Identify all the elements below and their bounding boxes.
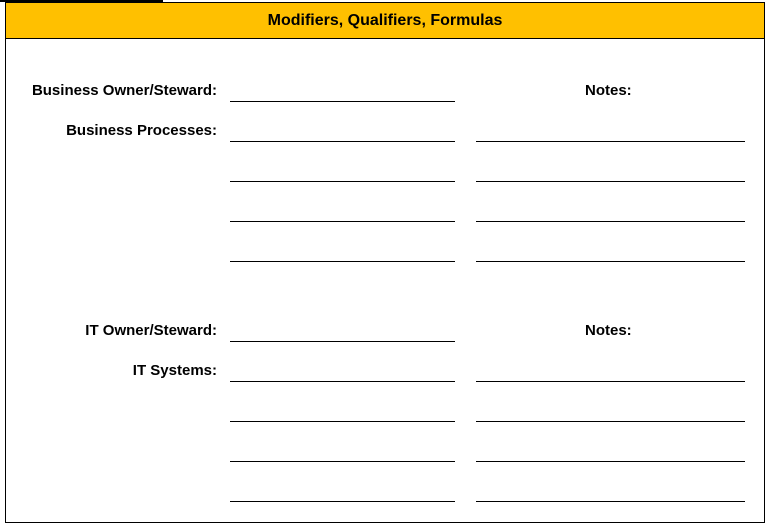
- it-system-line[interactable]: [230, 381, 455, 382]
- it-owner-line[interactable]: [230, 341, 455, 342]
- business-notes-label: Notes:: [585, 82, 632, 99]
- it-notes-line[interactable]: [476, 421, 745, 422]
- it-system-line[interactable]: [230, 421, 455, 422]
- it-systems-label: IT Systems:: [132, 362, 217, 379]
- form-table: [5, 2, 765, 523]
- it-notes-line[interactable]: [476, 461, 745, 462]
- it-notes-line[interactable]: [476, 501, 745, 502]
- business-notes-line[interactable]: [476, 261, 745, 262]
- business-process-line[interactable]: [230, 261, 455, 262]
- business-notes-line[interactable]: [476, 141, 745, 142]
- it-notes-label: Notes:: [585, 322, 632, 339]
- business-process-line[interactable]: [230, 181, 455, 182]
- form-title: Modifiers, Qualifiers, Formulas: [267, 11, 503, 29]
- business-owner-line[interactable]: [230, 101, 455, 102]
- form-header: [6, 3, 764, 39]
- it-owner-label: IT Owner/Steward:: [85, 322, 217, 339]
- business-notes-line[interactable]: [476, 221, 745, 222]
- business-process-line[interactable]: [230, 221, 455, 222]
- it-system-line[interactable]: [230, 501, 455, 502]
- business-owner-label: Business Owner/Steward:: [31, 82, 217, 99]
- it-notes-line[interactable]: [476, 381, 745, 382]
- business-processes-label: Business Processes:: [66, 122, 217, 139]
- business-notes-line[interactable]: [476, 181, 745, 182]
- business-process-line[interactable]: [230, 141, 455, 142]
- it-system-line[interactable]: [230, 461, 455, 462]
